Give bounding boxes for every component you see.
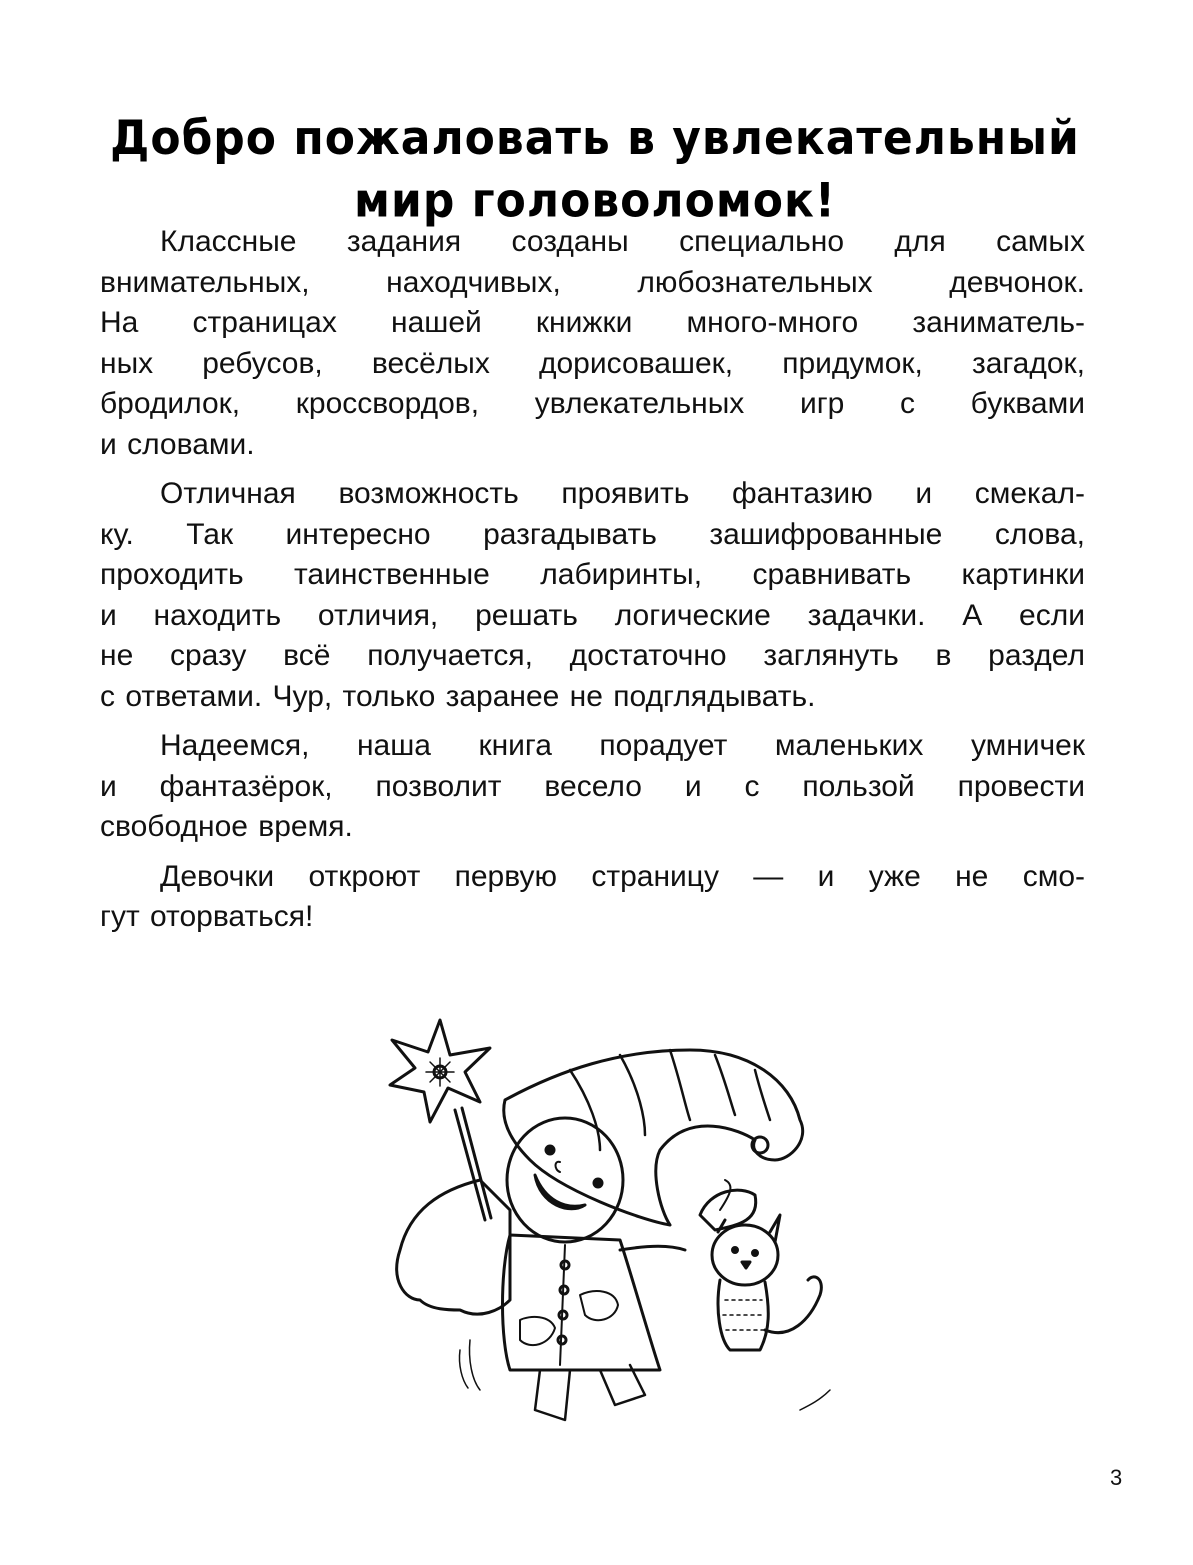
text-line: Девочки откроют первую страницу — и уже не смо- — [160, 859, 1085, 893]
text-line: с ответами. Чур, только заранее не подглядывать. — [100, 679, 816, 713]
text-line: гут оторваться! — [100, 900, 314, 933]
paragraph-1 — [100, 222, 1085, 465]
girl-wizard-illustration — [360, 1010, 880, 1450]
magic-star-icon — [390, 1020, 491, 1220]
paragraph-2 — [100, 474, 1085, 717]
title-line-1: Добро пожаловать в увлекательный — [110, 110, 1080, 166]
text-line: проходить таинственные лабиринты, сравнивать картинки — [100, 558, 1085, 591]
text-line: Отличная возможность проявить фантазию и смекал- — [160, 477, 1085, 510]
intro-text — [100, 222, 1085, 947]
text-line: Классные задания созданы специально для самых — [160, 225, 1085, 258]
text-line: бродилок, кроссвордов, увлекательных игр с буквами — [100, 387, 1085, 420]
page-title — [100, 107, 1090, 232]
text-line: свободное время. — [100, 810, 353, 843]
text-line: и находить отличия, решать логические задачки. А если — [100, 598, 1085, 632]
paragraph-4 — [100, 857, 1085, 938]
paragraph-3 — [100, 726, 1085, 848]
title-line-2: мир головоломок! — [354, 173, 836, 229]
page-number: 3 — [1110, 1465, 1123, 1490]
text-line: внимательных, находчивых, любознательных девчонок. — [100, 265, 1085, 299]
text-line: Надеемся, наша книга порадует маленьких умничек — [160, 729, 1085, 762]
text-line: не сразу всё получается, достаточно заглянуть в раздел — [100, 639, 1085, 672]
text-line: и фантазёрок, позволит весело и с пользой провести — [100, 769, 1085, 803]
cat-icon — [700, 1180, 830, 1410]
text-line: На страницах нашей книжки много-много заниматель- — [100, 306, 1085, 339]
text-line: и словами. — [100, 427, 255, 461]
text-line: ку. Так интересно разгадывать зашифрованные слова, — [100, 517, 1085, 551]
text-line: ных ребусов, весёлых дорисовашек, придумок, загадок, — [100, 346, 1085, 380]
